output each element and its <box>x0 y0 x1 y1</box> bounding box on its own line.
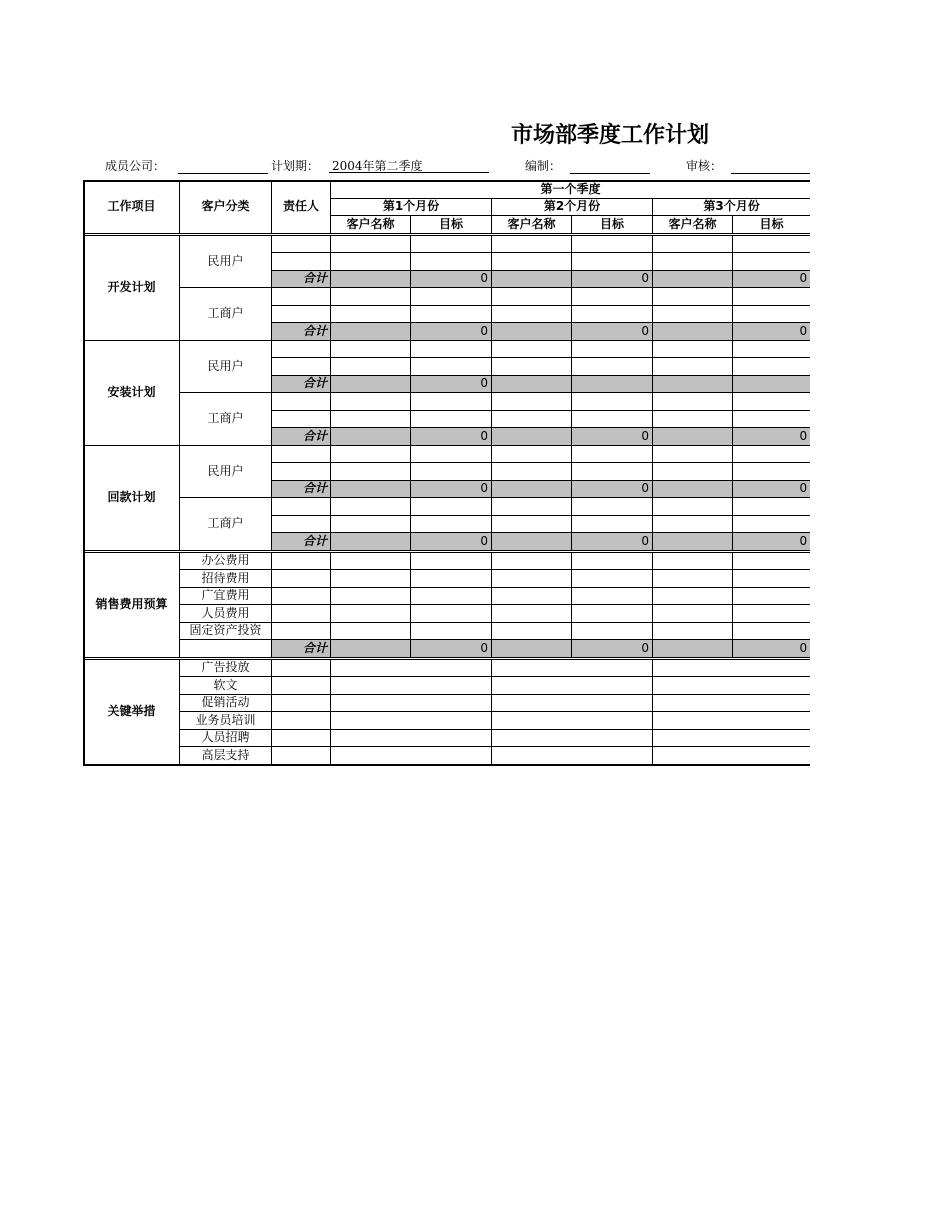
cell[interactable] <box>572 340 653 358</box>
cell[interactable] <box>411 288 492 306</box>
subtotal-cell <box>492 375 572 393</box>
cell[interactable] <box>653 305 733 323</box>
header-target: 目标 <box>572 216 653 235</box>
cell[interactable] <box>331 747 492 765</box>
cell[interactable] <box>411 445 492 463</box>
cell[interactable] <box>733 605 811 623</box>
subtotal-value: 0 <box>572 533 653 552</box>
cell[interactable] <box>331 234 411 253</box>
category-residential: 民用户 <box>180 340 272 393</box>
cell[interactable] <box>272 445 331 463</box>
subtotal-value: 0 <box>733 323 811 341</box>
cell[interactable] <box>492 570 572 588</box>
subtotal-value: 0 <box>572 428 653 446</box>
company-label: 成员公司： <box>105 159 166 173</box>
subtotal-value: 0 <box>411 428 492 446</box>
cell[interactable] <box>572 410 653 428</box>
group-installation: 安装计划 <box>84 340 180 445</box>
cell <box>180 640 272 659</box>
subtotal-cell <box>653 428 733 446</box>
cell[interactable] <box>272 677 331 695</box>
cell[interactable] <box>272 305 331 323</box>
cell[interactable] <box>272 515 331 533</box>
cell[interactable] <box>411 234 492 253</box>
header-month-1: 第1个月份 <box>331 198 492 216</box>
subtotal-cell <box>331 323 411 341</box>
cell[interactable] <box>411 622 492 640</box>
cell[interactable] <box>653 463 733 481</box>
cell[interactable] <box>733 253 811 271</box>
cell[interactable] <box>492 729 653 747</box>
subtotal-value: 0 <box>411 323 492 341</box>
plan-table <box>83 180 810 765</box>
cell[interactable] <box>272 712 331 730</box>
cell[interactable] <box>492 551 572 570</box>
cell[interactable] <box>331 677 492 695</box>
cell[interactable] <box>411 587 492 605</box>
cell[interactable] <box>411 253 492 271</box>
cell[interactable] <box>331 340 411 358</box>
cell[interactable] <box>492 498 572 516</box>
cell[interactable] <box>272 340 331 358</box>
cell[interactable] <box>653 288 733 306</box>
cell[interactable] <box>272 587 331 605</box>
cell[interactable] <box>331 393 411 411</box>
cell[interactable] <box>492 410 572 428</box>
cell[interactable] <box>572 570 653 588</box>
header-owner: 责任人 <box>272 181 331 235</box>
category-commercial: 工商户 <box>180 393 272 446</box>
page-title: 市场部季度工作计划 <box>510 123 709 148</box>
header-customer-name: 客户名称 <box>331 216 411 235</box>
measure-item: 广告投放 <box>180 658 272 677</box>
measure-item: 软文 <box>180 677 272 695</box>
cell[interactable] <box>653 658 811 677</box>
cell[interactable] <box>653 551 733 570</box>
cell[interactable] <box>653 622 733 640</box>
cell[interactable] <box>492 587 572 605</box>
cell[interactable] <box>572 393 653 411</box>
subtotal-cell <box>653 480 733 498</box>
header-work-item: 工作项目 <box>84 181 180 235</box>
subtotal-cell <box>653 640 733 659</box>
cell[interactable] <box>331 515 411 533</box>
subtotal-cell <box>492 480 572 498</box>
cell[interactable] <box>492 305 572 323</box>
subtotal-value: 0 <box>733 270 811 288</box>
cell[interactable] <box>653 747 811 765</box>
category-commercial: 工商户 <box>180 288 272 341</box>
cell[interactable] <box>733 234 811 253</box>
cell[interactable] <box>331 712 492 730</box>
cell[interactable] <box>733 498 811 516</box>
cell[interactable] <box>572 515 653 533</box>
editor-field[interactable] <box>570 157 650 175</box>
subtotal-value <box>572 375 653 393</box>
cell[interactable] <box>572 305 653 323</box>
cell[interactable] <box>733 393 811 411</box>
cell[interactable] <box>331 358 411 376</box>
cell[interactable] <box>733 340 811 358</box>
subtotal-value: 0 <box>733 480 811 498</box>
cell[interactable] <box>272 358 331 376</box>
subtotal-label: 合计 <box>272 375 331 393</box>
cell[interactable] <box>733 410 811 428</box>
cell[interactable] <box>653 393 733 411</box>
cell[interactable] <box>653 694 811 712</box>
subtotal-value: 0 <box>733 428 811 446</box>
cell[interactable] <box>492 712 653 730</box>
subtotal-value: 0 <box>572 270 653 288</box>
subtotal-label: 合计 <box>272 270 331 288</box>
subtotal-value: 0 <box>733 640 811 659</box>
subtotal-label: 合计 <box>272 323 331 341</box>
subtotal-label: 合计 <box>272 533 331 552</box>
subtotal-value: 0 <box>572 640 653 659</box>
reviewer-field[interactable] <box>731 157 810 175</box>
cell[interactable] <box>572 445 653 463</box>
category-commercial: 工商户 <box>180 498 272 552</box>
cell[interactable] <box>411 498 492 516</box>
budget-item: 人员费用 <box>180 605 272 623</box>
cell[interactable] <box>733 587 811 605</box>
measure-item: 业务员培训 <box>180 712 272 730</box>
cell[interactable] <box>411 570 492 588</box>
cell[interactable] <box>272 605 331 623</box>
cell[interactable] <box>331 445 411 463</box>
header-customer-name: 客户名称 <box>653 216 733 235</box>
subtotal-cell <box>653 533 733 552</box>
company-field[interactable] <box>178 157 268 175</box>
cell[interactable] <box>653 253 733 271</box>
cell[interactable] <box>492 393 572 411</box>
cell[interactable] <box>272 498 331 516</box>
cell[interactable] <box>492 622 572 640</box>
cell[interactable] <box>653 410 733 428</box>
measure-item: 促销活动 <box>180 694 272 712</box>
subtotal-cell <box>492 533 572 552</box>
subtotal-cell <box>331 270 411 288</box>
cell[interactable] <box>733 445 811 463</box>
budget-item: 广宜费用 <box>180 587 272 605</box>
subtotal-value: 0 <box>572 480 653 498</box>
cell[interactable] <box>653 677 811 695</box>
cell[interactable] <box>653 587 733 605</box>
cell[interactable] <box>331 587 411 605</box>
cell[interactable] <box>733 515 811 533</box>
cell[interactable] <box>331 729 492 747</box>
cell[interactable] <box>733 570 811 588</box>
cell[interactable] <box>572 463 653 481</box>
cell[interactable] <box>492 340 572 358</box>
cell[interactable] <box>331 551 411 570</box>
header-month-3: 第3个月份 <box>653 198 811 216</box>
header-quarter: 第一个季度 <box>331 181 811 199</box>
cell[interactable] <box>411 605 492 623</box>
subtotal-cell <box>331 640 411 659</box>
cell[interactable] <box>331 694 492 712</box>
subtotal-cell <box>653 375 733 393</box>
cell[interactable] <box>492 253 572 271</box>
subtotal-value: 0 <box>733 533 811 552</box>
plan-sheet <box>83 180 810 766</box>
cell[interactable] <box>411 305 492 323</box>
subtotal-cell <box>331 533 411 552</box>
editor-label: 编制： <box>525 159 562 173</box>
cell[interactable] <box>411 551 492 570</box>
cell[interactable] <box>272 234 331 253</box>
cell[interactable] <box>331 658 492 677</box>
cell[interactable] <box>572 605 653 623</box>
cell[interactable] <box>572 253 653 271</box>
group-collection: 回款计划 <box>84 445 180 551</box>
cell[interactable] <box>411 358 492 376</box>
cell[interactable] <box>492 288 572 306</box>
cell[interactable] <box>331 288 411 306</box>
budget-item: 招待费用 <box>180 570 272 588</box>
measure-item: 人员招聘 <box>180 729 272 747</box>
cell[interactable] <box>653 340 733 358</box>
subtotal-value <box>733 375 811 393</box>
subtotal-value: 0 <box>411 640 492 659</box>
cell[interactable] <box>272 463 331 481</box>
measure-item: 高层支持 <box>180 747 272 765</box>
category-residential: 民用户 <box>180 445 272 498</box>
cell[interactable] <box>653 570 733 588</box>
cell[interactable] <box>572 622 653 640</box>
cell[interactable] <box>492 515 572 533</box>
subtotal-cell <box>331 480 411 498</box>
cell[interactable] <box>733 305 811 323</box>
cell[interactable] <box>492 445 572 463</box>
budget-item: 固定资产投资 <box>180 622 272 640</box>
subtotal-cell <box>492 428 572 446</box>
subtotal-cell <box>492 270 572 288</box>
cell[interactable] <box>272 410 331 428</box>
period-field[interactable]: 2004年第二季度 <box>329 157 489 175</box>
cell[interactable] <box>492 605 572 623</box>
cell[interactable] <box>653 605 733 623</box>
subtotal-label: 合计 <box>272 428 331 446</box>
cell[interactable] <box>653 498 733 516</box>
cell[interactable] <box>653 445 733 463</box>
cell[interactable] <box>492 677 653 695</box>
subtotal-cell <box>492 323 572 341</box>
subtotal-cell <box>331 428 411 446</box>
cell[interactable] <box>492 358 572 376</box>
period-label: 计划期： <box>271 159 320 173</box>
subtotal-cell <box>331 375 411 393</box>
cell[interactable] <box>492 747 653 765</box>
cell[interactable] <box>331 622 411 640</box>
cell[interactable] <box>272 288 331 306</box>
cell[interactable] <box>272 393 331 411</box>
cell[interactable] <box>331 410 411 428</box>
cell[interactable] <box>572 498 653 516</box>
subtotal-value: 0 <box>411 480 492 498</box>
cell[interactable] <box>411 410 492 428</box>
subtotal-label: 合计 <box>272 480 331 498</box>
subtotal-cell <box>653 270 733 288</box>
cell[interactable] <box>411 340 492 358</box>
cell[interactable] <box>492 658 653 677</box>
group-measures: 关键举措 <box>84 658 180 764</box>
cell[interactable] <box>653 712 811 730</box>
cell[interactable] <box>331 570 411 588</box>
subtotal-cell <box>653 323 733 341</box>
cell[interactable] <box>272 570 331 588</box>
subtotal-value: 0 <box>411 533 492 552</box>
cell[interactable] <box>572 551 653 570</box>
header-target: 目标 <box>411 216 492 235</box>
group-budget: 销售费用预算 <box>84 551 180 658</box>
category-residential: 民用户 <box>180 234 272 288</box>
cell[interactable] <box>653 234 733 253</box>
cell[interactable] <box>411 463 492 481</box>
cell[interactable] <box>653 515 733 533</box>
cell[interactable] <box>733 551 811 570</box>
header-month-2: 第2个月份 <box>492 198 653 216</box>
subtotal-cell <box>492 640 572 659</box>
cell[interactable] <box>572 288 653 306</box>
cell[interactable] <box>331 253 411 271</box>
cell[interactable] <box>492 463 572 481</box>
budget-item: 办公费用 <box>180 551 272 570</box>
cell[interactable] <box>411 515 492 533</box>
cell[interactable] <box>331 605 411 623</box>
cell[interactable] <box>733 463 811 481</box>
header-customer-name: 客户名称 <box>492 216 572 235</box>
header-customer-type: 客户分类 <box>180 181 272 235</box>
subtotal-label: 合计 <box>272 640 331 659</box>
cell[interactable] <box>331 498 411 516</box>
cell[interactable] <box>572 358 653 376</box>
group-development: 开发计划 <box>84 234 180 340</box>
reviewer-label: 审核： <box>686 159 723 173</box>
cell[interactable] <box>272 658 331 677</box>
cell[interactable] <box>733 358 811 376</box>
cell[interactable] <box>331 463 411 481</box>
cell[interactable] <box>272 551 331 570</box>
cell[interactable] <box>411 393 492 411</box>
cell[interactable] <box>272 622 331 640</box>
cell[interactable] <box>653 358 733 376</box>
subtotal-value: 0 <box>411 270 492 288</box>
cell[interactable] <box>331 305 411 323</box>
cell[interactable] <box>733 288 811 306</box>
cell[interactable] <box>572 234 653 253</box>
cell[interactable] <box>272 694 331 712</box>
cell[interactable] <box>733 622 811 640</box>
header-target: 目标 <box>733 216 811 235</box>
cell[interactable] <box>272 253 331 271</box>
cell[interactable] <box>272 747 331 765</box>
subtotal-value: 0 <box>572 323 653 341</box>
cell[interactable] <box>572 587 653 605</box>
subtotal-value: 0 <box>411 375 492 393</box>
cell[interactable] <box>492 234 572 253</box>
cell[interactable] <box>653 729 811 747</box>
cell[interactable] <box>272 729 331 747</box>
cell[interactable] <box>492 694 653 712</box>
